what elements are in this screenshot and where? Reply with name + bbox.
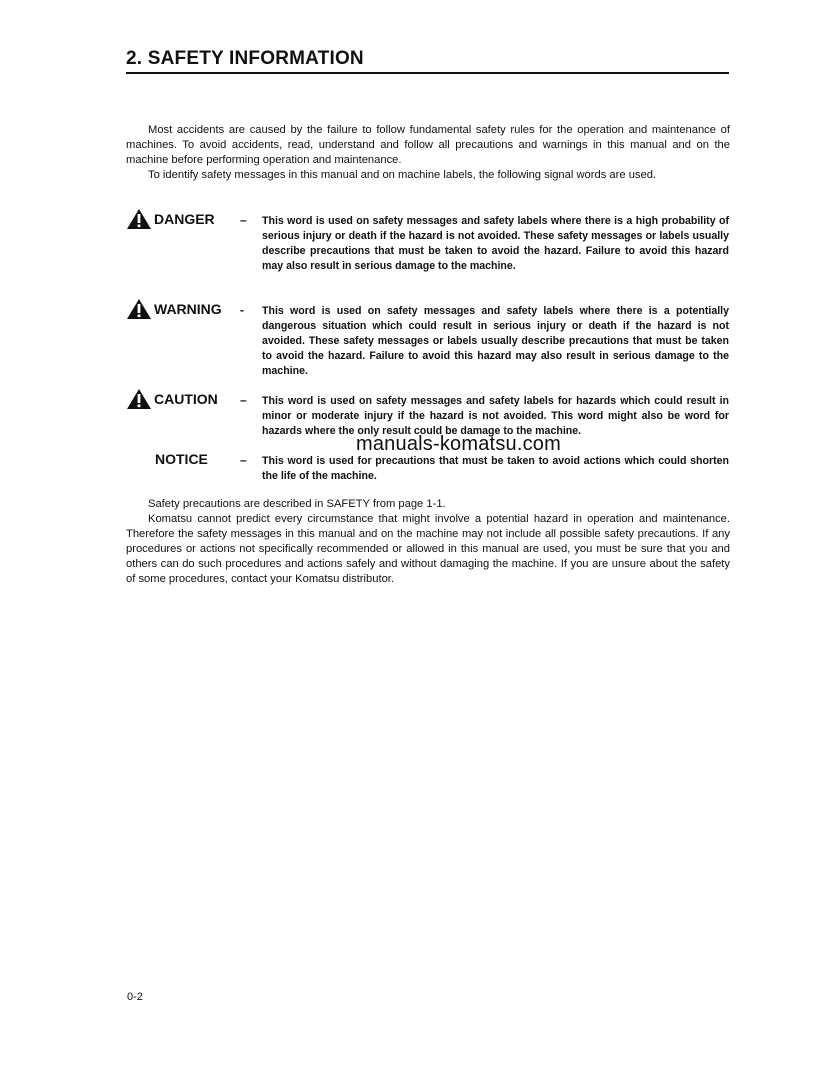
signal-dash: – <box>240 453 247 467</box>
warning-triangle-icon <box>126 298 152 320</box>
section-title-text: 2. SAFETY INFORMATION <box>126 48 364 69</box>
signal-description-caution: This word is used on safety messages and safety labels for hazards which could result in minor or moderate injury if the hazard is not avoided. This word might also be word for hazards where the only result could be damage to the machine. <box>262 395 729 437</box>
watermark-text: manuals-komatsu.com <box>356 433 561 455</box>
signal-description-notice: This word is used for precautions that must be taken to avoid actions which could shorten the life of the machine. <box>262 455 729 482</box>
signal-dash: – <box>240 393 247 407</box>
section-title <box>126 46 729 74</box>
intro-paragraph-1: Most accidents are caused by the failure to follow fundamental safety rules for the operation and maintenance of machines. To avoid accidents, read, understand and follow all precautions and warnings in this manual and on the machine before performing operation and maintenance. <box>126 124 730 166</box>
closing-paragraph-1: Safety precautions are described in SAFETY from page 1-1. <box>148 498 446 510</box>
signal-description-danger: This word is used on safety messages and safety labels where there is a high probability of serious injury or death if the hazard is not avoided. These safety messages or labels usually describe precautions that must be taken to avoid the hazard. Failure to avoid this hazard may also result in serious damage to the machine. <box>262 215 729 272</box>
signal-description-warning: This word is used on safety messages and safety labels where there is a potentially dangerous situation which could result in serious injury or death if the hazard is not avoided. These safety messages or labels usually describe precautions that must be taken to avoid the hazard. Failure to avoid this hazard may also result in serious damage to the machine. <box>262 305 729 377</box>
closing-paragraph-2: Komatsu cannot predict every circumstance that might involve a potential hazard in operation and maintenance. Therefore the safety messages in this manual and on the machine may not include all possible safety precautions. If any procedures or actions not specifically recommended or allowed in this manual are used, you must be sure that you and others can do such procedures and actions safely and without damaging the machine. If you are unsure about the safety of some procedures, contact your Komatsu distributor. <box>126 513 730 585</box>
page-number: 0-2 <box>127 991 143 1003</box>
signal-word-notice: NOTICE <box>155 451 208 467</box>
intro-paragraph-2: To identify safety messages in this manual and on machine labels, the following signal words are used. <box>148 169 657 181</box>
signal-word-danger: DANGER <box>126 209 215 229</box>
signal-word-warning: WARNING <box>126 299 222 319</box>
warning-triangle-icon <box>126 388 152 410</box>
signal-dash: – <box>240 213 247 227</box>
warning-triangle-icon <box>126 208 152 230</box>
signal-dash: - <box>240 303 244 317</box>
signal-word-caution: CAUTION <box>126 389 218 409</box>
